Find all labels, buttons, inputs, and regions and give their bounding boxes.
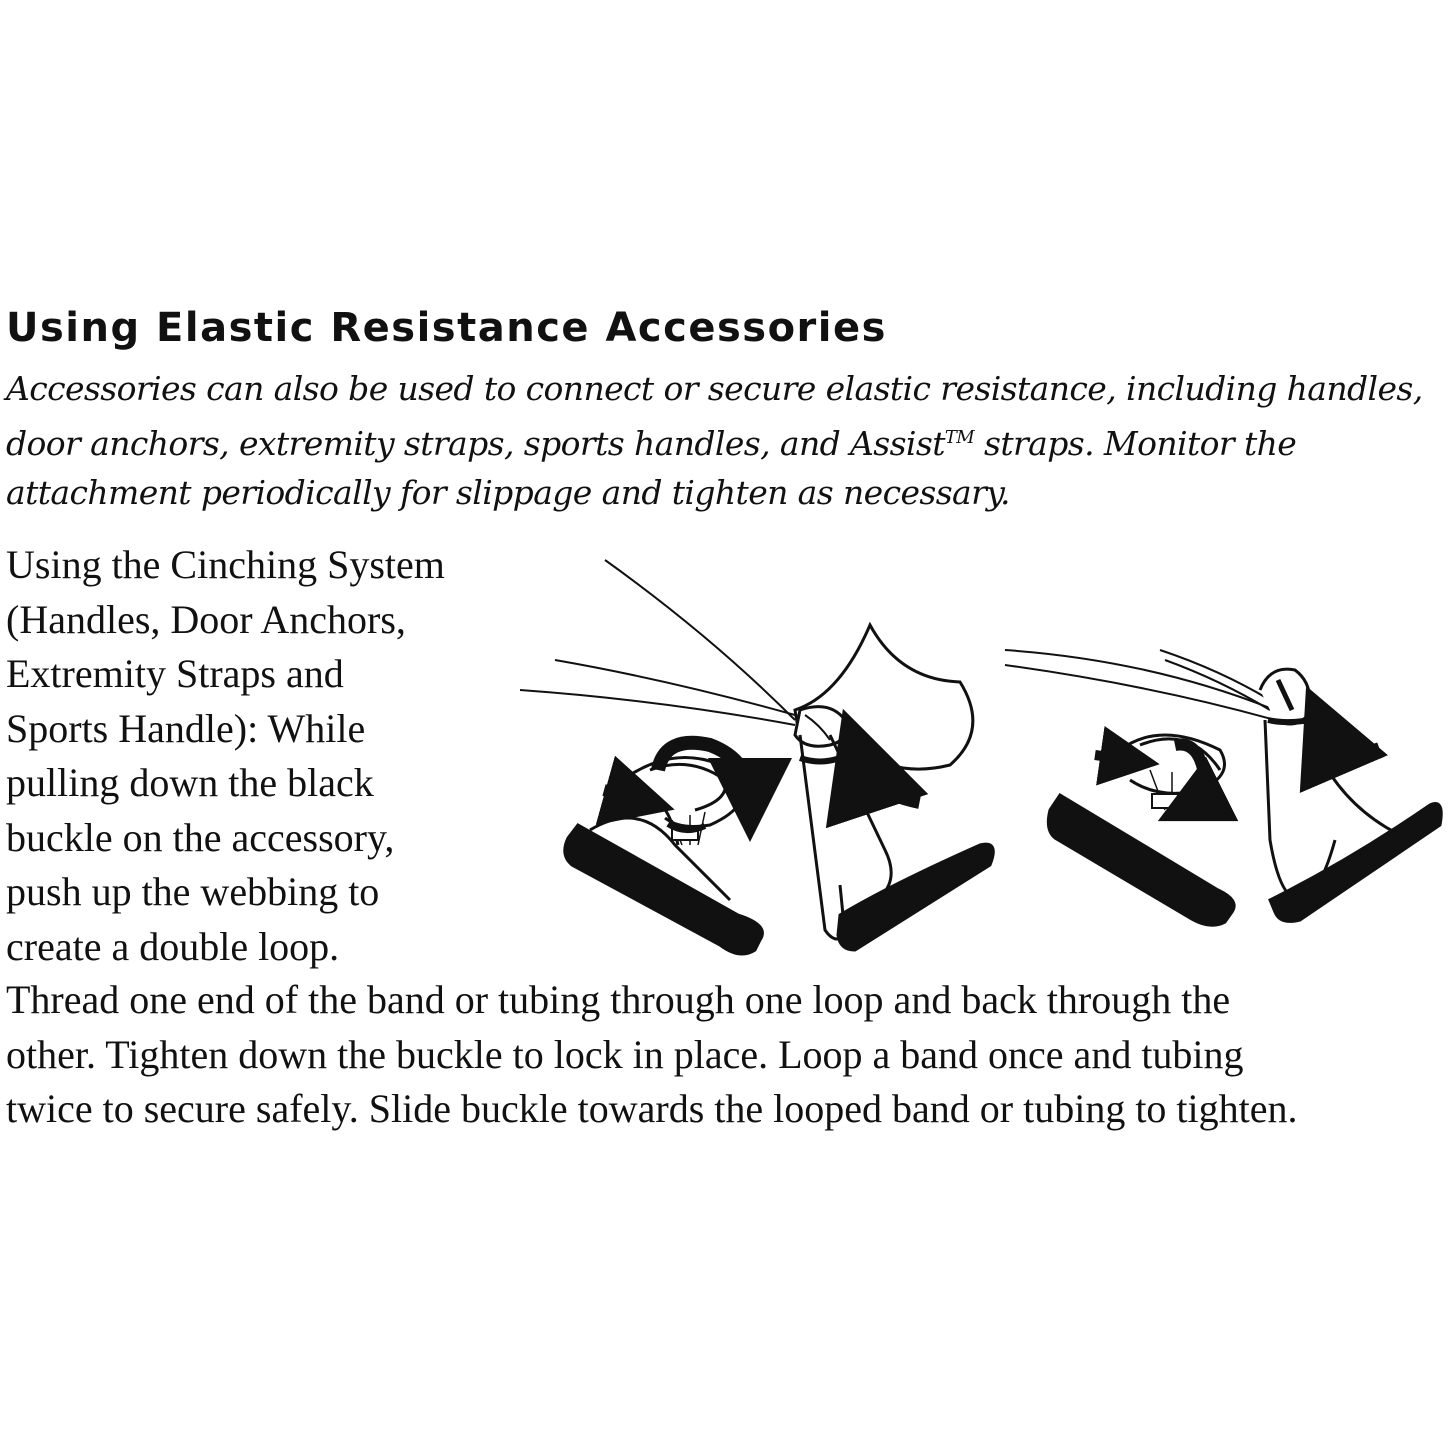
cinching-line: Using the Cinching System [6, 542, 445, 587]
cinching-line: buckle on the accessory, [6, 814, 395, 860]
secured-tubing-handle-icon [1005, 650, 1441, 925]
cinch-handle-icon [565, 743, 763, 954]
intro-line: door anchors, extremity straps, sports handles, and Assist™ straps. Monitor the [6, 424, 1297, 463]
cinching-illustration [500, 540, 1450, 970]
instructions-line: Thread one end of the band or tubing through one loop and back through the [6, 977, 1231, 1022]
intro-paragraph [6, 364, 1446, 517]
cinching-paragraph [6, 538, 506, 974]
trademark-mark: TM [944, 427, 975, 448]
instructions-line: other. Tighten down the buckle to lock in place. Loop a band once and tubing [6, 1031, 1244, 1077]
cinching-line: push up the webbing to [6, 869, 380, 914]
cinching-line: pulling down the black [6, 760, 374, 805]
page-title: Using Elastic Resistance Accessories [6, 305, 887, 351]
cinching-line: (Handles, Door Anchors, [6, 596, 406, 642]
cinching-line: Extremity Straps and [6, 651, 344, 696]
threaded-band-handle-icon [520, 560, 993, 950]
instructions-line: twice to secure safely. Slide buckle towards the looped band or tubing to tighten. [6, 1086, 1298, 1131]
instructions-paragraph [6, 973, 1446, 1137]
intro-line: attachment periodically for slippage and tighten as necessary. [6, 473, 1010, 512]
intro-line: Accessories can also be used to connect or secure elastic resistance, including handles, [6, 369, 1423, 408]
cinching-line: Sports Handle): While [6, 705, 366, 751]
cinching-line: create a double loop. [6, 923, 340, 969]
